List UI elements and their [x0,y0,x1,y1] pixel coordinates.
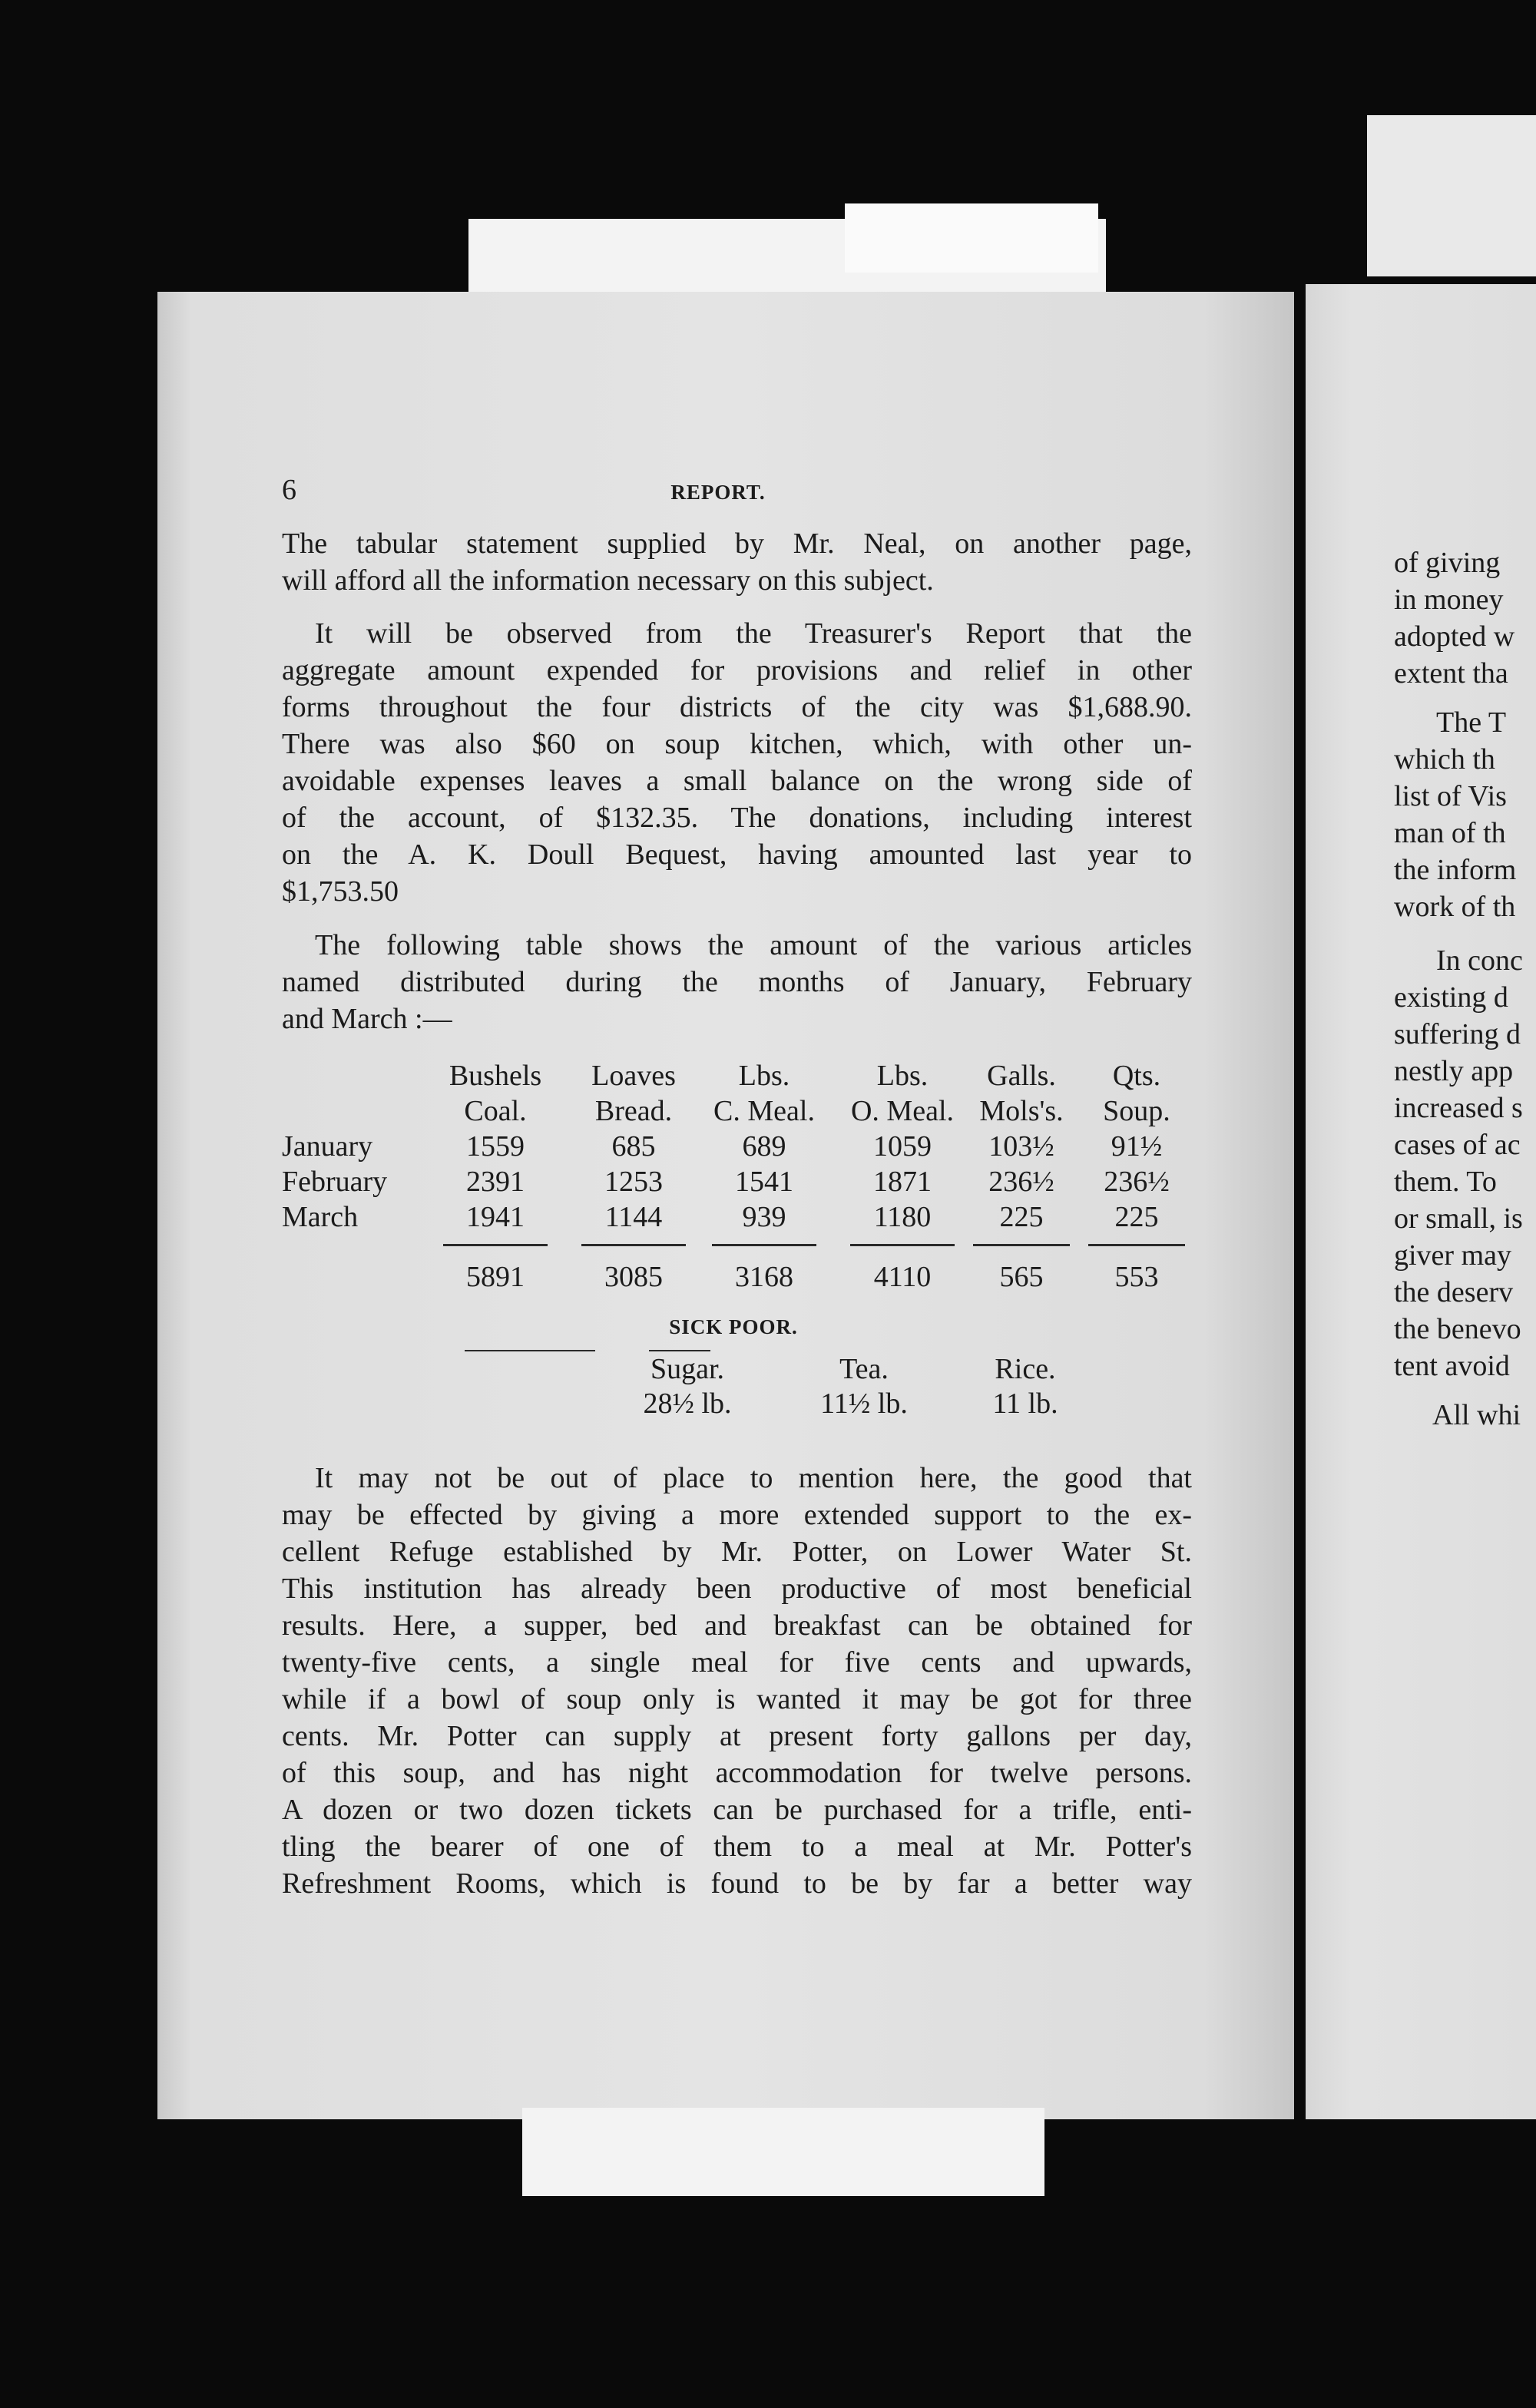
text-fragment: giver may [1394,1239,1512,1272]
total-cell: 4110 [873,1261,932,1293]
table-cell: 91½ [1111,1130,1163,1163]
text-fragment: the deserv [1394,1276,1514,1308]
table-cell: 939 [742,1201,786,1233]
text-fragment: in money [1394,584,1504,616]
text-line: will afford all the information necessary on this subject. [282,564,934,597]
text-line: of this soup, and has night accommodation for twelve persons. [282,1757,1192,1789]
column-subheader: Mols's. [979,1095,1064,1127]
column-header: Loaves [591,1060,676,1092]
total-cell: 553 [1114,1261,1159,1293]
text-fragment: tent avoid [1394,1350,1510,1382]
text-fragment: man of th [1394,817,1506,849]
table-cell: 2391 [466,1166,525,1198]
table-cell: 225 [1114,1201,1159,1233]
text-line: named distributed during the months of January, February [282,966,1192,998]
text-fragment: All whi [1432,1399,1521,1431]
text-line: It will be observed from the Treasurer's Report that the [315,617,1192,650]
text-fragment: cases of ac [1394,1129,1521,1161]
text-line: avoidable expenses leaves a small balance on the wrong side of [282,765,1192,797]
total-rule [973,1244,1070,1246]
text-line: forms throughout the four districts of the city was $1,688.90. [282,691,1192,723]
text-fragment: them. To [1394,1166,1497,1198]
column-header: Tea. [839,1353,889,1385]
text-line: results. Here, a supper, bed and breakfast can be obtained for [282,1609,1192,1642]
column-subheader: Coal. [464,1095,527,1127]
text-line: tling the bearer of one of them to a meal at Mr. Potter's [282,1831,1192,1863]
table-cell: 225 [999,1201,1044,1233]
row-label: January [282,1130,373,1163]
text-fragment: nestly app [1394,1055,1514,1087]
text-line: This institution has already been productive of most beneficial [282,1573,1192,1605]
total-cell: 3168 [735,1261,793,1293]
right-page [1306,284,1536,2119]
text-line: The following table shows the amount of the various articles [315,929,1192,961]
text-line: while if a bowl of soup only is wanted it may be got for three [282,1683,1192,1715]
total-rule [443,1244,548,1246]
text-fragment: of giving [1394,547,1501,579]
row-label: March [282,1201,359,1233]
table-cell: 1941 [466,1201,525,1233]
table-cell: 236½ [988,1166,1054,1198]
column-header: Rice. [995,1353,1056,1385]
paper-tab-bottom [522,2108,1044,2196]
table-cell: 11½ lb. [820,1388,908,1420]
text-fragment: list of Vis [1394,780,1507,812]
text-fragment: the inform [1394,854,1517,886]
section-heading: SICK POOR. [669,1315,798,1338]
text-fragment: the benevo [1394,1313,1521,1345]
column-subheader: Soup. [1103,1095,1170,1127]
table-cell: 689 [742,1130,786,1163]
text-line: on the A. K. Doull Bequest, having amounted last year to [282,838,1192,871]
text-fragment: existing d [1394,981,1508,1014]
table-cell: 103½ [988,1130,1054,1163]
table-cell: 236½ [1104,1166,1170,1198]
text-line: $1,753.50 [282,875,399,908]
text-line: A dozen or two dozen tickets can be purchased for a trifle, enti- [282,1794,1192,1826]
total-rule [712,1244,816,1246]
column-header: Lbs. [876,1060,929,1092]
total-cell: 3085 [604,1261,663,1293]
text-line: There was also $60 on soup kitchen, which, with other un- [282,728,1192,760]
total-rule [581,1244,686,1246]
table-cell: 1559 [466,1130,525,1163]
page-number: 6 [282,474,296,506]
column-header: Sugar. [650,1353,725,1385]
running-head: REPORT. [670,481,766,504]
column-header: Galls. [987,1060,1056,1092]
column-subheader: Bread. [594,1095,673,1127]
table-cell: 685 [611,1130,656,1163]
text-line: may be effected by giving a more extended support to the ex- [282,1499,1192,1531]
table-cell: 1541 [735,1166,793,1198]
text-fragment: or small, is [1394,1202,1523,1235]
page-edge-strip [1367,115,1536,276]
table-cell: 1144 [604,1201,663,1233]
total-rule [1088,1244,1185,1246]
text-line: twenty-five cents, a single meal for five cents and upwards, [282,1646,1192,1679]
text-fragment: adopted w [1394,620,1515,653]
text-line: aggregate amount expended for provisions and relief in other [282,654,1192,686]
text-fragment: increased s [1394,1092,1523,1124]
text-fragment: which th [1394,743,1495,776]
table-cell: 1253 [604,1166,663,1198]
text-line: cellent Refuge established by Mr. Potter, on Lower Water St. [282,1536,1192,1568]
column-header: Bushels [449,1060,542,1092]
text-fragment: In conc [1436,944,1523,977]
column-subheader: C. Meal. [713,1095,815,1127]
text-line: The tabular statement supplied by Mr. Neal, on another page, [282,528,1192,560]
text-line: cents. Mr. Potter can supply at present forty gallons per day, [282,1720,1192,1752]
table-cell: 1871 [873,1166,932,1198]
table-cell: 1059 [873,1130,932,1163]
row-label: February [282,1166,388,1198]
text-fragment: work of th [1394,891,1516,923]
table-cell: 28½ lb. [643,1388,732,1420]
paper-tab-top-inner [845,203,1098,273]
total-rule [850,1244,955,1246]
total-cell: 565 [999,1261,1044,1293]
table-cell: 11 lb. [992,1388,1058,1420]
column-header: Lbs. [738,1060,790,1092]
column-subheader: O. Meal. [850,1095,955,1127]
text-line: of the account, of $132.35. The donations, including interest [282,802,1192,834]
column-header: Qts. [1112,1060,1161,1092]
divider-rule [465,1350,595,1351]
left-page [157,292,1294,2119]
text-line: It may not be out of place to mention here, the good that [315,1462,1192,1494]
text-fragment: extent tha [1394,657,1508,690]
text-line: Refreshment Rooms, which is found to be by far a better way [282,1867,1192,1900]
table-cell: 1180 [873,1201,932,1233]
text-line: and March :— [282,1003,452,1035]
total-cell: 5891 [466,1261,525,1293]
text-fragment: suffering d [1394,1018,1521,1050]
text-fragment: The T [1436,706,1507,739]
